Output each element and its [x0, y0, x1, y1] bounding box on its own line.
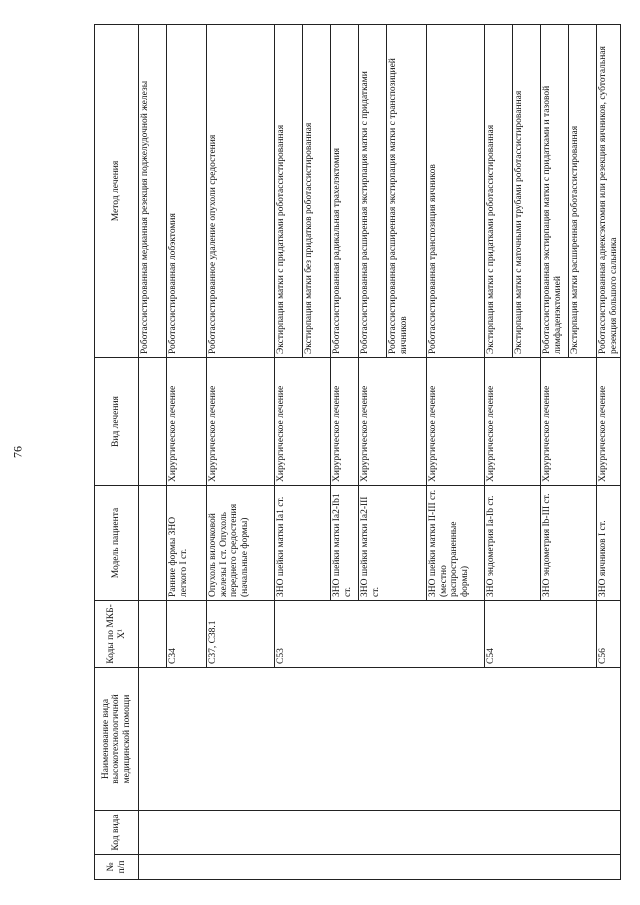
header-model: Модель пациента [95, 486, 139, 601]
cell-method: Роботассистированная аднексэктомия или резекция яичников, субтотальная резекция большого сальника [597, 25, 621, 358]
cell-icd: С56 [597, 601, 621, 668]
rotated-page [94, 25, 619, 880]
cell-method: Роботассистированная радикальная трахелэктомия [331, 25, 359, 358]
cell-icd: С34 [167, 601, 207, 668]
cell-type: Хирургическое лечение [541, 358, 597, 486]
vmp-table [94, 24, 621, 880]
cell-type: Хирургическое лечение [167, 358, 207, 486]
cell-model: ЗНО шейки матки II-III ст. (местно распространенные формы) [427, 486, 485, 601]
cell-type: Хирургическое лечение [427, 358, 485, 486]
cell-model: Ранние формы ЗНО легкого I ст. [167, 486, 207, 601]
cell-type: Хирургическое лечение [275, 358, 331, 486]
cell-method: Роботассистированная лобэктомия [167, 25, 207, 358]
cell-type: Хирургическое лечение [597, 358, 621, 486]
header-code: Код вида [95, 811, 139, 855]
cell-method: Роботассистированная расширенная экстирпация матки с транспозицией яичников [387, 25, 427, 358]
cell-type: Хирургическое лечение [485, 358, 541, 486]
cell-method: Экстирпация матки с придатками роботассистированная [485, 25, 513, 358]
cell-method: Роботассистированная расширенная экстирпация матки с придатками [359, 25, 387, 358]
cell-model: ЗНО шейки матки Ia2-Ib1 ст. [331, 486, 359, 601]
cell-method: Роботассистированная медианная резекция поджелудочной железы [139, 25, 167, 358]
cell-method: Роботассистированная экстирпация матки с придатками и тазовой лимфаденэктомией [541, 25, 569, 358]
cell-name [139, 668, 621, 811]
cell-num [139, 855, 621, 880]
cell-method: Экстирпация матки с маточными трубами роботассистированная [513, 25, 541, 358]
cell-method: Экстирпация матки расширенная роботассистированная [569, 25, 597, 358]
cell-type: Хирургическое лечение [207, 358, 275, 486]
cell-icd: С54 [485, 601, 597, 668]
cell-method: Роботассистированная транспозиция яичников [427, 25, 485, 358]
cell-model: ЗНО шейки матки Ia1 ст. [275, 486, 331, 601]
header-num: № п/п [95, 855, 139, 880]
cell-model: ЗНО шейки матки Ia2-III ст. [359, 486, 427, 601]
cell-model: Опухоль вилочковой железы I ст. Опухоль переднего средостения (начальные формы) [207, 486, 275, 601]
cell-type: Хирургическое лечение [359, 358, 427, 486]
header-name: Наименование вида высокотехнологичной медицинской помощи [95, 668, 139, 811]
cell-icd: С37, С38.1 [207, 601, 275, 668]
cell-model: ЗНО яичников I ст. [597, 486, 621, 601]
cell-method: Экстирпация матки без придатков роботассистированная [303, 25, 331, 358]
cell-method: Роботассистированное удаление опухоли средостения [207, 25, 275, 358]
cell-model: ЗНО эндометрия Ib-III ст. [541, 486, 597, 601]
cell-type [139, 358, 167, 486]
cell-type: Хирургическое лечение [331, 358, 359, 486]
header-icd: Коды по МКБ-X¹ [95, 601, 139, 668]
header-type: Вид лечения [95, 358, 139, 486]
cell-model: ЗНО эндометрия Ia-Ib ст. [485, 486, 541, 601]
header-method: Метод лечения [95, 25, 139, 358]
table-header-row [95, 25, 139, 880]
cell-code [139, 811, 621, 855]
cell-icd: С53 [275, 601, 485, 668]
cell-model [139, 486, 167, 601]
table-row [139, 25, 167, 880]
cell-icd [139, 601, 167, 668]
page-number: 76 [10, 446, 25, 458]
cell-method: Экстирпация матки с придатками роботассистированная [275, 25, 303, 358]
